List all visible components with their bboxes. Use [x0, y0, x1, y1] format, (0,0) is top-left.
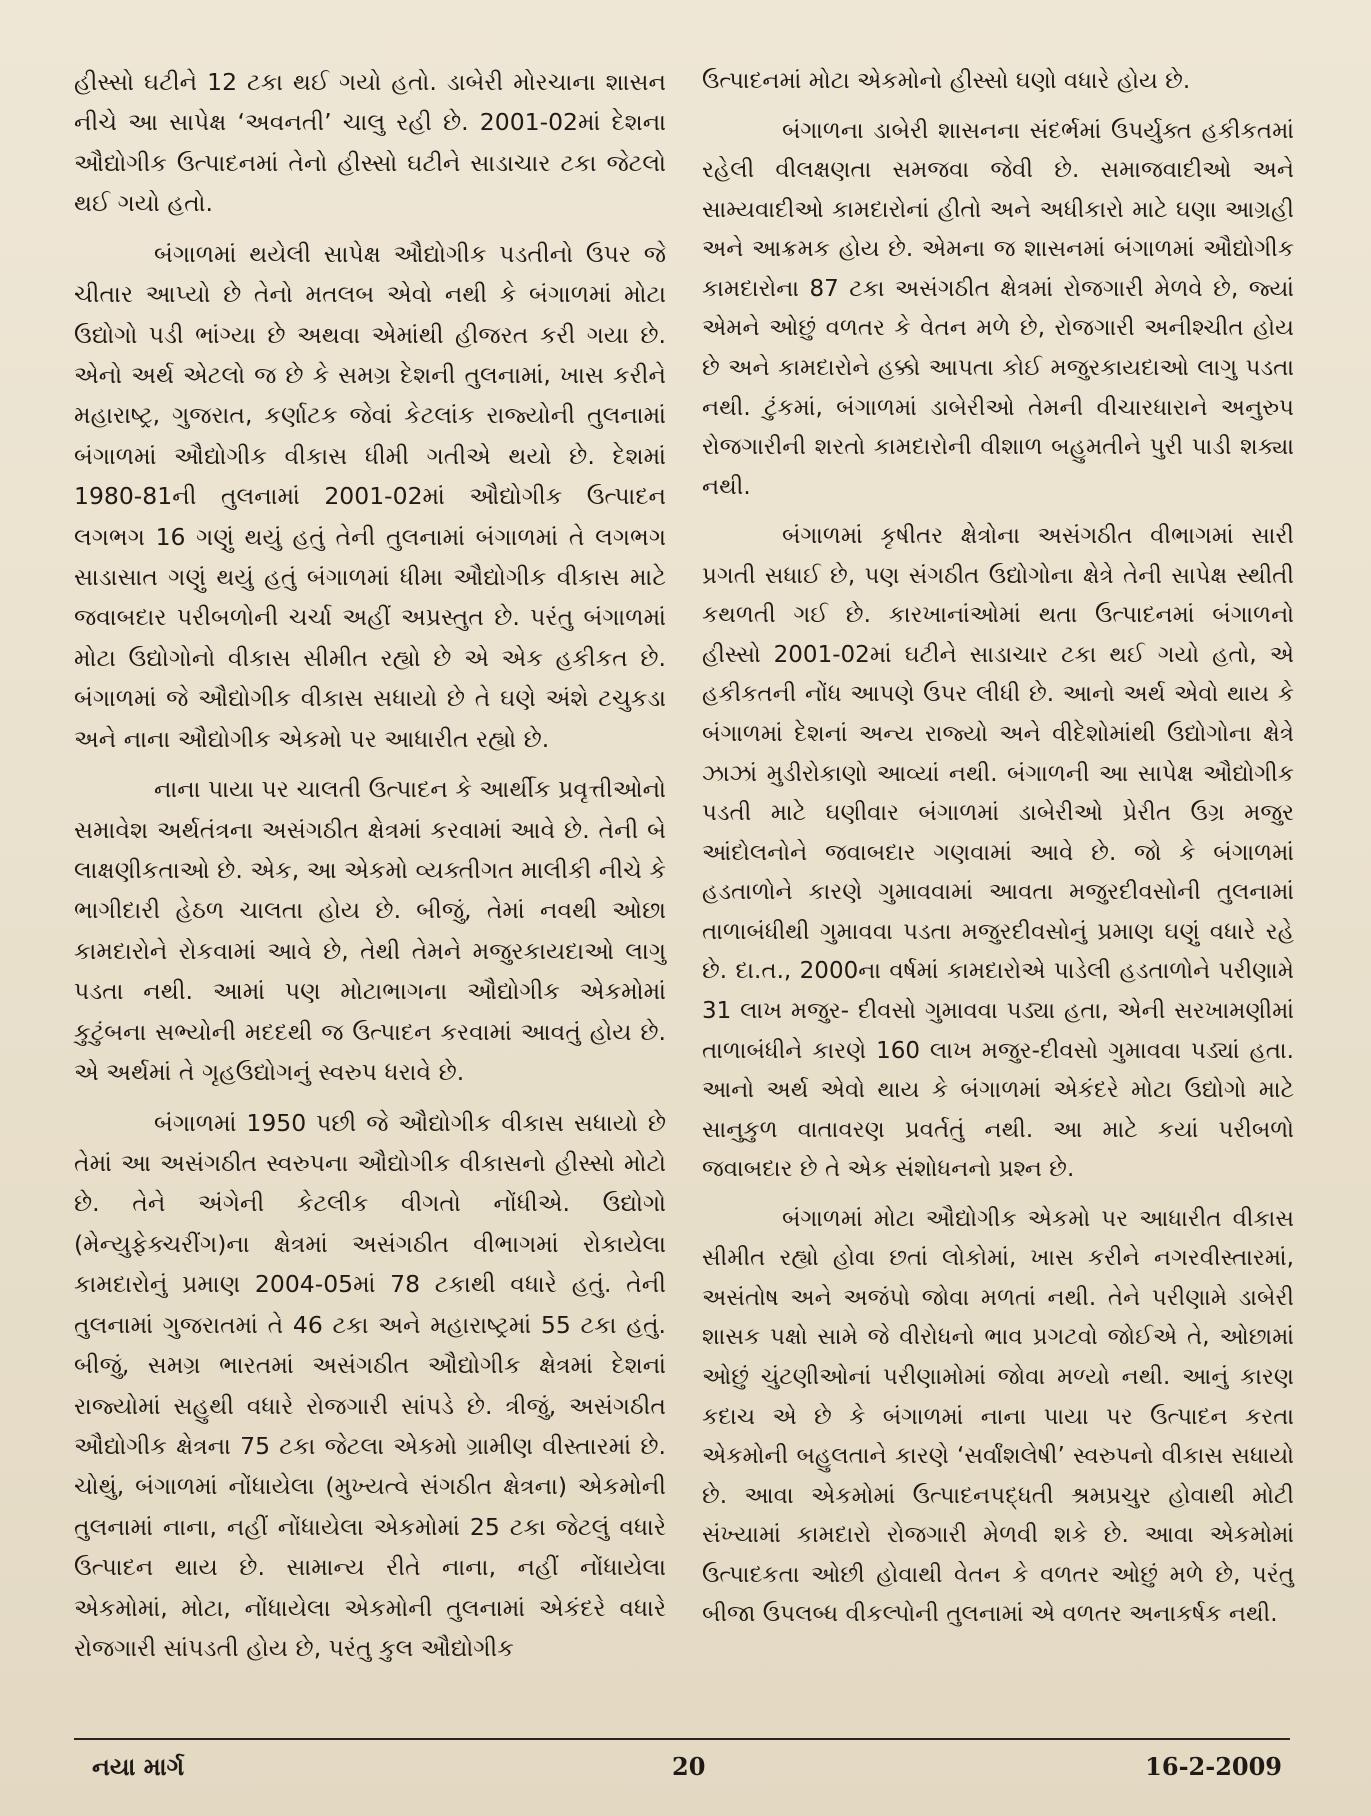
paragraph: હીસ્સો ઘટીને 12 ટકા થઈ ગયો હતો. ડાબેરી મોરચાના શાસન નીચે આ સાપેક્ષ ‘અવનતી’ ચાલુ રહી છે. 2001-02માં દેશના ઔદ્યોગીક ઉત્પાદનમાં તેનો હીસ્સો ઘટીને સાડાચાર ટકા જેટલો થઈ ગયો હતો. — [74, 68, 666, 218]
page-footer — [92, 1752, 1282, 1792]
right-column — [702, 62, 1294, 1702]
text-columns — [74, 62, 1294, 1702]
footer-divider — [74, 1738, 1290, 1740]
paragraph: ઉત્પાદનમાં મોટા એકમોનો હીસ્સો ઘણો વધારે હોય છે. — [702, 68, 1191, 94]
paragraph: બંગાળના ડાબેરી શાસનના સંદર્ભમાં ઉપર્યુક્ત હકીકતમાં રહેલી વીલક્ષણતા સમજવા જેવી છે. સમાજવાદીઓ અને સામ્યવાદીઓ કામદારોનાં હીતો અને અધીકારો માટે ઘણા આગ્રહી અને આક્રમક હોય છે. એમના જ શાસનમાં બંગાળમાં ઔદ્યોગીક કામદારોના 87 ટકા અસંગઠીત ક્ષેત્રમાં રોજગારી મેળવે છે, જ્યાં એમને ઓછું વળતર કે વેતન મળે છે, રોજગારી અનીશ્ચીત હોય છે અને કામદારોને હક્કો આપતા કોઈ મજુરકાયદાઓ લાગુ પડતા નથી. ટુંકમાં, બંગાળમાં ડાબેરીઓ તેમની વીચારધારાને અનુરુપ રોજગારીની શરતો કામદારોની વીશાળ બહુમતીને પુરી પાડી શક્યા નથી. — [702, 117, 1294, 500]
paragraph: બંગાળમાં 1950 પછી જે ઔદ્યોગીક વીકાસ સધાયો છે તેમાં આ અસંગઠીત સ્વરુપના ઔદ્યોગીક વીકાસનો હીસ્સો મોટો છે. તેને અંગેની કેટલીક વીગતો નોંધીએ. ઉદ્યોગો (મેન્યુફેક્ચરીંગ)ના ક્ષેત્રમાં અસંગઠીત વીભાગમાં રોકાયેલા કામદારોનું પ્રમાણ 2004-05માં 78 ટકાથી વધારે હતું. તેની તુલનામાં ગુજરાતમાં તે 46 ટકા અને મહારાષ્ટ્રમાં 55 ટકા હતું. બીજું, સમગ્ર ભારતમાં અસંગઠીત ઔદ્યોગીક ક્ષેત્રમાં દેશનાં રાજ્યોમાં સહુથી વધારે રોજગારી સાંપડે છે. ત્રીજું, અસંગઠીત ઔદ્યોગીક ક્ષેત્રના 75 ટકા જેટલા એકમો ગ્રામીણ વીસ્તારમાં છે. ચોથું, બંગાળમાં નોંધાયેલા (મુખ્યત્વે સંગઠીત ક્ષેત્રના) એકમોની તુલનામાં નાના, નહીં નોંધાયેલા એકમોમાં 25 ટકા જેટલું વધારે ઉત્પાદન થાય છે. સામાન્ય રીતે નાના, નહીં નોંધાયેલા એકમોમાં, મોટા, નોંધાયેલા એકમોની તુલનામાં એકંદરે વધારે રોજગારી સાંપડતી હોય છે, પરંતુ કુલ ઔદ્યોગીક — [74, 1108, 666, 1663]
publication-name: નયા માર્ગ — [92, 1752, 185, 1781]
paragraph: બંગાળમાં થયેલી સાપેક્ષ ઔદ્યોગીક પડતીનો ઉપર જે ચીતાર આપ્યો છે તેનો મતલબ એવો નથી કે બંગાળમાં મોટા ઉદ્યોગો પડી ભાંગ્યા છે અથવા એમાંથી હીજરત કરી ગયા છે. એનો અર્થ એટલો જ છે કે સમગ્ર દેશની તુલનામાં, ખાસ કરીને મહારાષ્ટ્ર, ગુજરાત, કર્ણાટક જેવાં કેટલાંક રાજ્યોની તુલનામાં બંગાળમાં ઔદ્યોગીક વીકાસ ધીમી ગતીએ થયો છે. દેશમાં 1980-81ની તુલનામાં 2001-02માં ઔદ્યોગીક ઉત્પાદન લગભગ 16 ગણું થયું હતું તેની તુલનામાં બંગાળમાં તે લગભગ સાડાસાત ગણું થયું હતું બંગાળમાં ધીમા ઔદ્યોગીક વીકાસ માટે જવાબદાર પરીબળોની ચર્ચા અહીં અપ્રસ્તુત છે. પરંતુ બંગાળમાં મોટા ઉદ્યોગોનો વીકાસ સીમીત રહ્યો છે એ એક હકીકત છે. બંગાળમાં જે ઔદ્યોગીક વીકાસ સધાયો છે તે ઘણે અંશે ટચુકડા અને નાના ઔદ્યોગીક એકમો પર આધારીત રહ્યો છે. — [74, 239, 666, 753]
page-number: 20 — [672, 1752, 706, 1781]
issue-date: 16-2-2009 — [1145, 1752, 1282, 1781]
paragraph: નાના પાયા પર ચાલતી ઉત્પાદન કે આર્થીક પ્રવૃત્તીઓનો સમાવેશ અર્થતંત્રના અસંગઠીત ક્ષેત્રમાં કરવામાં આવે છે. તેની બે લાક્ષણીકતાઓ છે. એક, આ એકમો વ્યક્તીગત માલીકી નીચે કે ભાગીદારી હેઠળ ચાલતા હોય છે. બીજું, તેમાં નવથી ઓછા કામદારોને રોકવામાં આવે છે, તેથી તેમને મજુરકાયદાઓ લાગુ પડતા નથી. આમાં પણ મોટાભાગના ઔદ્યોગીક એકમોમાં કુટુંબના સભ્યોની મદદથી જ ઉત્પાદન કરવામાં આવતું હોય છે. એ અર્થમાં તે ગૃહઉદ્યોગનું સ્વરુપ ધરાવે છે. — [74, 775, 666, 1087]
left-column — [74, 62, 666, 1702]
paragraph: બંગાળમાં મોટા ઔદ્યોગીક એકમો પર આધારીત વીકાસ સીમીત રહ્યો હોવા છતાં લોકોમાં, ખાસ કરીને નગરવીસ્તારમાં, અસંતોષ અને અજંપો જોવા મળતાં નથી. તેને પરીણામે ડાબેરી શાસક પક્ષો સામે જે વીરોધનો ભાવ પ્રગટવો જોઈએ તે, ઓછામાં ઓછું ચુંટણીઓનાં પરીણામોમાં જોવા મળ્યો નથી. આનું કારણ કદાચ એ છે કે બંગાળમાં નાના પાયા પર ઉત્પાદન કરતા એકમોની બહુલતાને કારણે ‘સર્વાંશલેષી’ સ્વરુપનો વીકાસ સધાયો છે. આવા એકમોમાં ઉત્પાદનપદ્ધતી શ્રમપ્રચુર હોવાથી મોટી સંખ્યામાં કામદારો રોજગારી મેળવી શકે છે. આવા એકમોમાં ઉત્પાદકતા ઓછી હોવાથી વેતન કે વળતર ઓછું મળે છે, પરંતુ બીજા ઉપલબ્ધ વીકલ્પોની તુલનામાં એ વળતર અનાકર્ષક નથી. — [702, 1205, 1294, 1628]
paragraph: બંગાળમાં કૃષીતર ક્ષેત્રોના અસંગઠીત વીભાગમાં સારી પ્રગતી સધાઈ છે, પણ સંગઠીત ઉદ્યોગોના ક્ષેત્રે તેની સાપેક્ષ સ્થીતી કથળતી ગઈ છે. કારખાનાંઓમાં થતા ઉત્પાદનમાં બંગાળનો હીસ્સો 2001-02માં ઘટીને સાડાચાર ટકા થઈ ગયો હતો, એ હકીકતની નોંધ આપણે ઉપર લીધી છે. આનો અર્થ એવો થાય કે બંગાળમાં દેશનાં અન્ય રાજ્યો અને વીદેશોમાંથી ઉદ્યોગોના ક્ષેત્રે ઝાઝાં મુડીરોકાણો આવ્યાં નથી. બંગાળની આ સાપેક્ષ ઔદ્યોગીક પડતી માટે ઘણીવાર બંગાળમાં ડાબેરીઓ પ્રેરીત ઉગ્ર મજુર આંદોલનોને જવાબદાર ગણવામાં આવે છે. જો કે બંગાળમાં હડતાળોને કારણે ગુમાવવામાં આવતા મજુરદીવસોની તુલનામાં તાળાબંધીથી ગુમાવવા પડતા મજુરદીવસોનું પ્રમાણ ઘણું વધારે રહે છે. દા.ત., 2000ના વર્ષમાં કામદારોએ પાડેલી હડતાળોને પરીણામે 31 લાખ મજુર- દીવસો ગુમાવવા પડ્યા હતા, એની સરખામણીમાં તાળાબંધીને કારણે 160 લાખ મજુર-દીવસો ગુમાવવા પડ્યાં હતા. આનો અર્થ એવો થાય કે બંગાળમાં એકંદરે મોટા ઉદ્યોગો માટે સાનુકુળ વાતાવરણ પ્રવર્તતું નથી. આ માટે કયાં પરીબળો જવાબદાર છે તે એક સંશોધનનો પ્રશ્ન છે. — [702, 523, 1294, 1183]
